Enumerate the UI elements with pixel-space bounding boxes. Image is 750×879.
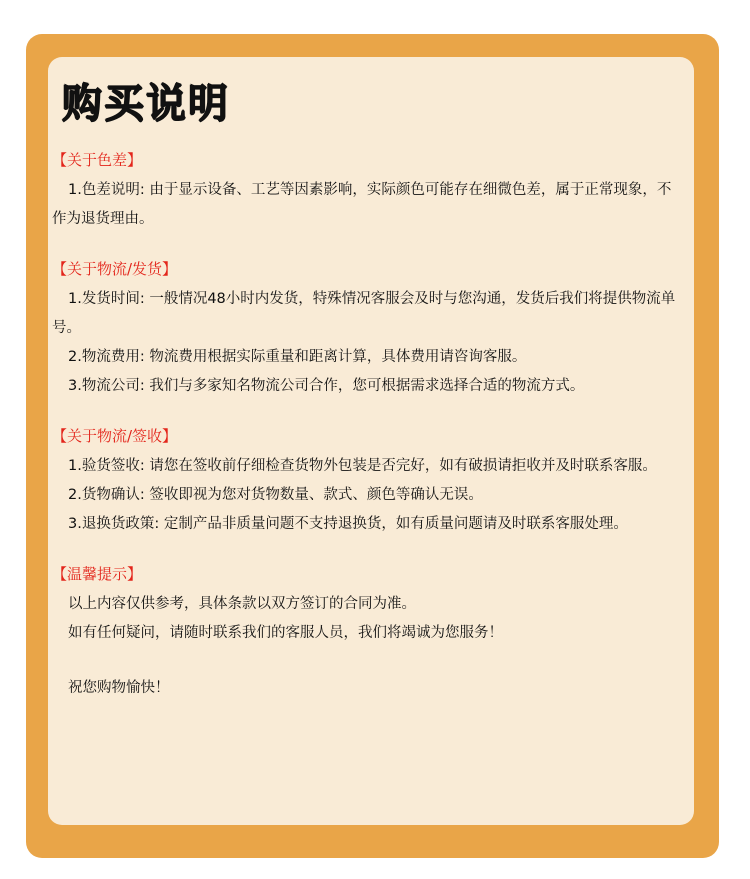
section-logistics-receipt	[52, 422, 678, 539]
section-heading: 【关于色差】	[52, 151, 143, 169]
section-heading: 【关于物流/签收】	[52, 427, 178, 445]
section-item: 1.发货时间: 一般情况48小时内发货，特殊情况客服会及时与您沟通，发货后我们将提供物流单号。	[52, 291, 676, 336]
section-item: 2.物流费用: 物流费用根据实际重量和距离计算，具体费用请咨询客服。	[68, 349, 527, 365]
section-item: 1.验货签收: 请您在签收前仔细检查货物外包装是否完好，如有破损请拒收并及时联系客服。	[68, 458, 657, 474]
section-heading: 【关于物流/发货】	[52, 260, 178, 278]
section-item: 以上内容仅供参考，具体条款以双方签订的合同为准。	[68, 596, 416, 612]
section-item: 3.物流公司: 我们与多家知名物流公司合作，您可根据需求选择合适的物流方式。	[68, 378, 585, 394]
closing-wish: 祝您购物愉快！	[68, 680, 170, 696]
instruction-content	[52, 146, 678, 724]
section-item: 1.色差说明: 由于显示设备、工艺等因素影响，实际颜色可能存在细微色差，属于正常现象，不作为退货理由。	[52, 182, 672, 227]
page-title: 购买说明	[62, 81, 230, 127]
section-heading: 【温馨提示】	[52, 565, 143, 583]
section-logistics-shipping	[52, 255, 678, 401]
section-item: 3.退换货政策: 定制产品非质量问题不支持退换货，如有质量问题请及时联系客服处理。	[68, 516, 628, 532]
spacer	[52, 648, 678, 674]
section-friendly-reminder	[52, 560, 678, 703]
section-item: 如有任何疑问，请随时联系我们的客服人员，我们将竭诚为您服务！	[68, 625, 503, 641]
section-color-difference	[52, 146, 678, 234]
section-item: 2.货物确认: 签收即视为您对货物数量、款式、颜色等确认无误。	[68, 487, 483, 503]
